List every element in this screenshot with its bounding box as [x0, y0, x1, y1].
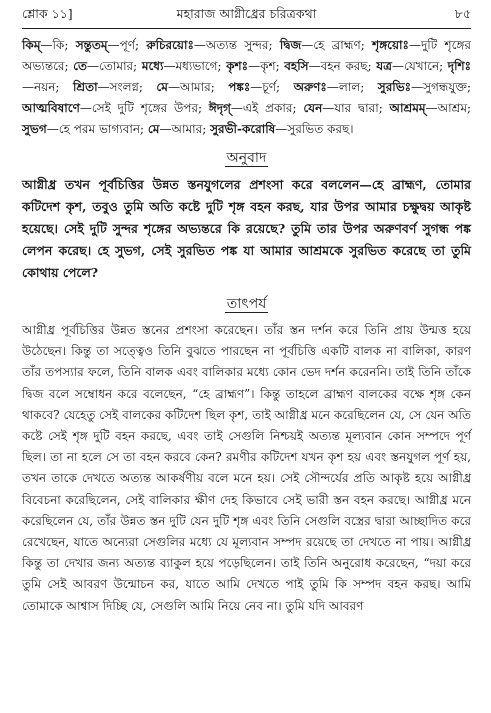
word-meaning-gloss: তোমার	[99, 59, 134, 73]
word-meaning-gloss: আশ্রম	[437, 101, 467, 115]
word-meaning-term: মে	[156, 80, 168, 94]
word-meaning-gloss: চূর্ণ	[262, 80, 277, 94]
word-meaning-term: রুচিরয়োঃ	[146, 38, 194, 52]
word-meaning-gloss: বহন করছ	[320, 59, 368, 73]
word-meaning-term: দ্বিজ	[279, 38, 302, 52]
word-meaning-gloss: কি	[52, 38, 65, 52]
word-meaning-term: ঈদৃগ্	[208, 101, 231, 115]
word-meaning-term: সন্তুতম্	[75, 38, 108, 52]
word-meaning-term: তে	[73, 59, 88, 73]
word-meaning-term: পঙ্কঃ	[228, 80, 251, 94]
word-meaning-gloss: সুগন্ধযুক্ত	[423, 80, 467, 94]
verse-reference: শ্লোক ১১]	[22, 6, 73, 21]
word-meaning-term: আশ্রমম্	[389, 101, 426, 115]
word-meaning-term: যত্র	[376, 59, 392, 73]
word-meaning-term: সুরভী-করোষি	[210, 122, 276, 136]
page-header	[22, 6, 471, 29]
word-meaning-gloss: যেখানে	[403, 59, 440, 73]
word-meaning-gloss: অত্যন্ত সুন্দর	[205, 38, 269, 52]
word-meaning-term: মে	[147, 122, 160, 136]
word-meaning-gloss: যার দ্বারা	[334, 101, 379, 115]
page-number: ৮৫	[454, 6, 471, 21]
word-meaning-gloss: দুটি শৃঙ্গের অভ্যন্তরে	[22, 38, 472, 73]
word-meaning-gloss: নয়ন	[34, 80, 56, 94]
word-meaning-term: শৃঙ্গয়োঃ	[372, 38, 409, 52]
word-meaning-gloss: এই প্রকার	[242, 101, 293, 115]
word-meaning-gloss: সেই দুটি শৃঙ্গের উপর	[91, 101, 199, 115]
translation-heading: অনুবাদ	[226, 150, 267, 166]
word-meaning-gloss: সুরভিত করছ	[287, 122, 350, 136]
word-meaning-gloss: মধ্যভাগে	[175, 59, 218, 73]
word-meaning-gloss: কৃশ	[260, 59, 276, 73]
word-meaning-gloss: পূর্ণ	[119, 38, 135, 52]
purport-text: আগ্নীধ্র পূর্বচিত্তির উন্নত স্তনের প্রশংসা করেছেন। তাঁর স্তন দর্শন করে তিনি প্রায় উন্মত্ত হয়ে উঠেছেন। কিন্তু তা সত্ত্বেও তিনি বুঝতে পারছেন না পূর্বচিত্তি একটি বালক না বালিকা, কারণ তাঁর তপস্যার ফলে, তিনি বালক এবং বালিকার মধ্যে কোন ভেদ দর্শন করেননি। তাই তিনি তাঁকে দ্বিজ বলে সম্বোধন করে বলেছেন, “হে ব্রাহ্মণ”। কিন্তু তাহলে ব্রাহ্মণ বালকের বক্ষে শৃঙ্গ কেন থাকবে? যেহেতু সেই বালকের কটিদেশ ছিল কৃশ, তাই আগ্নীধ্র মনে করেছিলেন যে, সে যেন অতি কষ্টে সেই শৃঙ্গ দুটি বহন করছে, এবং তাই সেগুলি নিশ্চয়ই অত্যন্ত মূল্যবান কোন সম্পদে পূর্ণ ছিল। তা না হলে সে তা বহন করবে কেন? রমণীর কটিদেশ যখন কৃশ হয় এবং স্তনযুগল পূর্ণ হয়, তখন তাকে দেখতে অত্যন্ত আকর্ষণীয় বলে মনে হয়। সেই সৌন্দর্যের প্রতি আকৃষ্ট হয়ে আগ্নীধ্র বিবেচনা করেছিলেন, সেই বালিকার ক্ষীণ দেহ কিভাবে সেই ভারী স্তন বহন করছে। আগ্নীধ্র মনে করেছিলেন যে, তাঁর উন্নত স্তন দুটি যেন দুটি শৃঙ্গ এবং তিনি সেগুলি বস্ত্রের দ্বারা আচ্ছাদিত করে রেখেছেন, যাতে অন্যেরা সেগুলির মধ্যে যে মূল্যবান সম্পদ রয়েছে তা দেখতে না পায়। আগ্নীধ্র কিন্তু তা দেখার জন্য অত্যন্ত ব্যাকুল হয়ে পড়েছিলেন। তাই তিনি অনুরোধ করেছেন, “দয়া করে তুমি সেই আবরণ উন্মোচন কর, যাতে আমি দেখতে পাই তুমি কি সম্পদ বহন করছ। আমি তোমাকে আশ্বাস দিচ্ছি যে, সেগুলি আমি নিয়ে নেব না। তুমি যদি আবরণ	[22, 323, 471, 613]
word-meaning-term: কিম্	[22, 38, 41, 52]
translation-text: আগ্নীধ্র তখন পূর্বচিত্তির উন্নত স্তনযুগলের প্রশংসা করে বললেন—হে ব্রাহ্মণ, তোমার কটিদেশ কৃশ, তবুও তুমি অতি কষ্টে দুটি শৃঙ্গ বহন করছ, যার উপর আমার চক্ষুদ্বয় আকৃষ্ট হয়েছে। সেই দুটি সুন্দর শৃঙ্গের অভ্যন্তরে কি রয়েছে? তুমি তার উপর অরুণবর্ণ সুগন্ধ পঙ্ক লেপন করেছ। হে সুভগ, সেই সুরভিত পঙ্ক যা আমার আশ্রমকে সুরভিত করেছে তা তুমি কোথায় পেলে?	[22, 177, 471, 280]
word-meaning-gloss: হে ব্রাহ্মণ	[313, 38, 361, 52]
word-meaning-gloss: আমার	[171, 122, 203, 136]
word-meaning-term: বহসি	[284, 59, 309, 73]
word-meanings: কিম্—কি; সন্তুতম্—পূর্ণ; রুচিরয়োঃ—অত্যন্ত সুন্দর; দ্বিজ—হে ব্রাহ্মণ; শৃঙ্গয়োঃ—দুটি শৃঙ্গের অভ্যন্তরে; তে—তোমার; মধ্যে—মধ্যভাগে; কৃশঃ—কৃশ; বহসি—বহন করছ; যত্র—যেখানে; দৃশিঃ—নয়ন; শ্রিতা—সংলগ্ন; মে—আমার; পঙ্কঃ—চূর্ণ; অরুণঃ—লাল; সুরভিঃ—সুগন্ধযুক্ত; আত্মবিষাণে—সেই দুটি শৃঙ্গের উপর; ঈদৃগ্—এই প্রকার; যেন—যার দ্বারা; আশ্রমম্—আশ্রম; সুভগ—হে পরম ভাগ্যবান; মে—আমার; সুরভী-করোষি—সুরভিত করছ।	[22, 38, 472, 136]
word-meaning-term: মধ্যে	[141, 59, 164, 73]
word-meaning-term: সুরভিঃ	[377, 80, 412, 94]
word-meaning-term: দৃশিঃ	[447, 59, 472, 73]
word-meaning-term: অরুণঃ	[293, 80, 327, 94]
purport-heading: তাৎপর্য	[226, 296, 267, 312]
word-meaning-term: শ্রিতা	[72, 80, 98, 94]
word-meaning-term: যেন	[303, 101, 323, 115]
word-meaning-gloss: সংলগ্ন	[109, 80, 139, 94]
word-meaning-gloss: হে পরম ভাগ্যবান	[58, 122, 141, 136]
chapter-title: মহারাজ আগ্নীধ্রের চরিত্রকথা	[176, 6, 317, 21]
word-meaning-term: আত্মবিষাণে	[22, 101, 80, 115]
word-meaning-gloss: লাল	[338, 80, 361, 94]
word-meaning-term: কৃশঃ	[226, 59, 249, 73]
word-meaning-term: সুভগ	[22, 122, 47, 136]
word-meaning-gloss: আমার	[179, 80, 211, 94]
